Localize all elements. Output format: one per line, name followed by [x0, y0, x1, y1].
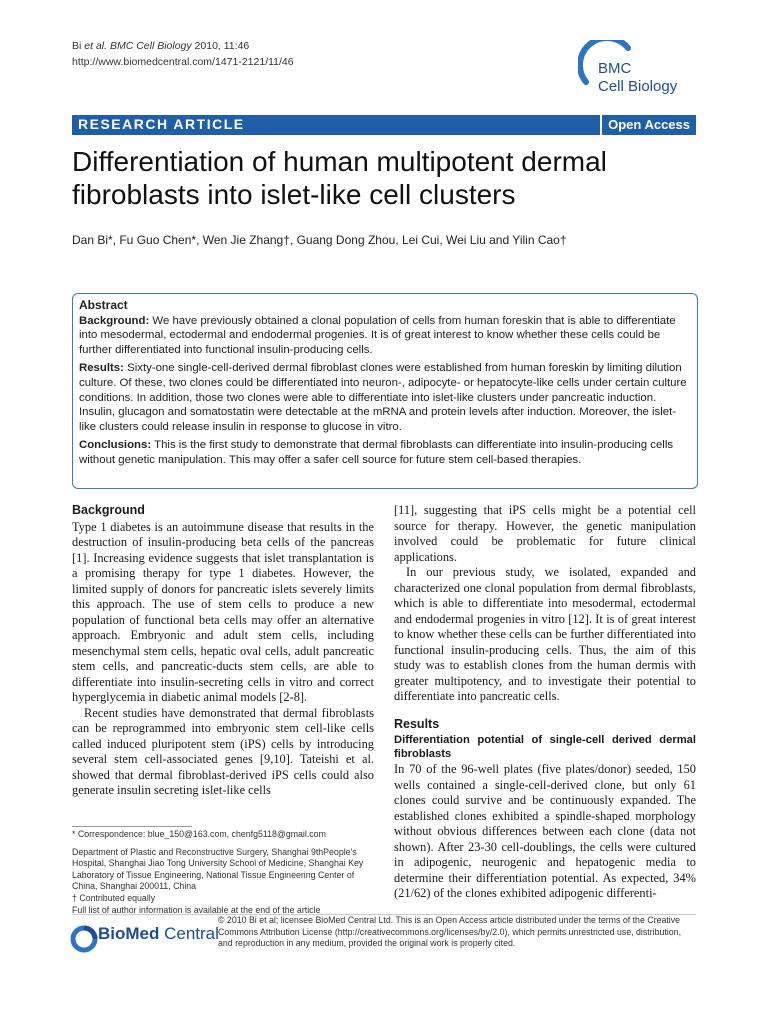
results-heading: Results — [394, 716, 440, 731]
author-info-note: Full list of author information is available at the end of the article — [72, 904, 321, 915]
open-access-badge: Open Access — [600, 115, 696, 135]
body-paragraph: Type 1 diabetes is an autoimmune disease that results in the destruction of insulin-producing beta cells of the pancreas [1]. Increasing evidence suggests that islet transplantation is a promising therapy for type 1 diabetes. However, the limited supply of donors for pancreatic islets severely limits this approach. The use of stem cells to produce a new population of functional beta cells may offer an alternative approach. Embryonic and adult stem cells, including mesenchymal stem cells, hepatic oval cells, adult pancreatic stem cells, and pancreatic-ducts stem cells, are able to differentiate into insulin-secreting cells in vitro and correct hyperglycemia in diabetic animal models [2-8]. — [72, 519, 374, 704]
correspondence-note: * Correspondence: blue_150@163.com, chenfg5118@gmail.com — [72, 829, 326, 839]
article-banner — [72, 115, 696, 135]
background-heading: Background — [72, 503, 145, 517]
abstract-heading: Abstract — [79, 298, 128, 312]
body-paragraph: [11], suggesting that iPS cells might be a potential cell source for therapy. However, the genetic manipulation involved could be problematic for future clinical applications. — [394, 503, 696, 564]
abstract-conclusions: Conclusions: This is the first study to demonstrate that dermal fibroblasts can differentiate into insulin-producing cells without genetic manipulation. This may offer a safer cell source for future stem cell-based therapies. — [79, 439, 674, 466]
results-subheading: Differentiation potential of single-cell derived dermal fibroblasts — [394, 734, 696, 760]
journal-logo — [578, 40, 708, 110]
footnote-divider — [72, 826, 192, 827]
publisher-name: BioMed Central — [98, 924, 219, 943]
journal-logo-line-2: Cell Biology — [598, 78, 678, 95]
body-column-left — [72, 503, 374, 799]
body-paragraph: In our previous study, we isolated, expanded and characterized one clonal population from dermal fibroblasts, which is able to differentiate into mesodermal, ectodermal and endodermal progenies in vitro [12]. It is of great interest to know whether these cells can be further differentiated into functional insulin-producing cells. Thus, the aim of this study was to establish clones from the human dermis with greater multipotency, and to investigate their potential to differentiate into pancreatic cells. — [394, 565, 696, 703]
footnotes — [72, 829, 382, 916]
license-text: © 2010 Bi et al; licensee BioMed Central Ltd. This is an Open Access article distributed under the terms of the Creative Commons Attribution License (http://creativecommons.org/licenses/by/2.0), which permits unrestricted use, distribution, and reproduction in any medium, provided the original work is properly cited. — [218, 915, 682, 948]
article-url[interactable]: http://www.biomedcentral.com/1471-2121/11/46 — [72, 56, 294, 68]
citation — [72, 38, 294, 70]
abstract-results: Results: Sixty-one single-cell-derived dermal fibroblast clones were established from human foreskin by limiting dilution culture. Of these, two clones could be differentiated into neuron-, adipocyte- or hepatocyte-like cells under certain culture conditions. In addition, those two clones were able to differentiate into islet-like clusters under pancreatic induction. Insulin, glucagon and somatostatin were detectable at the mRNA and protein levels after induction. Moreover, the islet-like clusters could release insulin in response to glucose in vitro. — [79, 362, 687, 433]
contribution-note: † Contributed equally — [72, 892, 156, 903]
journal-logo-line-1: BMC — [598, 60, 632, 77]
article-type: RESEARCH ARTICLE — [78, 116, 245, 132]
abstract-background: Background: We have previously obtained a clonal population of cells from human foreskin that is able to differentiate into mesodermal, ectodermal and endodermal progenies. It is of great interest to know whether these cells could be further differentiated into functional insulin-producing cells. — [79, 314, 676, 356]
body-paragraph: In 70 of the 96-well plates (five plates/donor) seeded, 150 wells contained a single-cell-derived clone, but only 61 clones could survive and be continuously expanded. The established clones exhibited a spindle-shaped morphology without obvious differences between each clone (data not shown). After 23-30 cell-doublings, the cells were cultured in adipogenic, neurogenic and hepatogenic media to determine their differentiation potential. As expected, 34% (21/62) of the clones exhibited adipogenic differenti- — [394, 762, 696, 900]
affiliation-note: Department of Plastic and Reconstructive Surgery, Shanghai 9thPeople's Hospital, Shanghai Jiao Tong University School of Medicine, Shanghai Key Laboratory of Tissue Engineering, National Tissue Engineering Center of China, Shanghai 200011, China — [72, 846, 364, 892]
author-list: Dan Bi*, Fu Guo Chen*, Wen Jie Zhang†, Guang Dong Zhou, Lei Cui, Wei Liu and Yilin Cao† — [72, 233, 567, 247]
body-column-right — [394, 503, 696, 902]
article-title: Differentiation of human multipotent dermal fibroblasts into islet-like cell clusters — [72, 146, 607, 210]
abstract-box — [72, 293, 698, 489]
body-paragraph: Recent studies have demonstrated that dermal fibroblasts can be reprogrammed into embryonic stem cell-like cells called induced pluripotent stem (iPS) cells by introducing several stem cell-associated genes [9,10]. Tateishi et al. showed that dermal fibroblast-derived iPS cells could also generate insulin secreting islet-like cells — [72, 705, 374, 797]
publisher-logo-icon — [70, 925, 98, 953]
citation-line-1: Bi et al. BMC Cell Biology 2010, 11:46 — [72, 40, 250, 52]
